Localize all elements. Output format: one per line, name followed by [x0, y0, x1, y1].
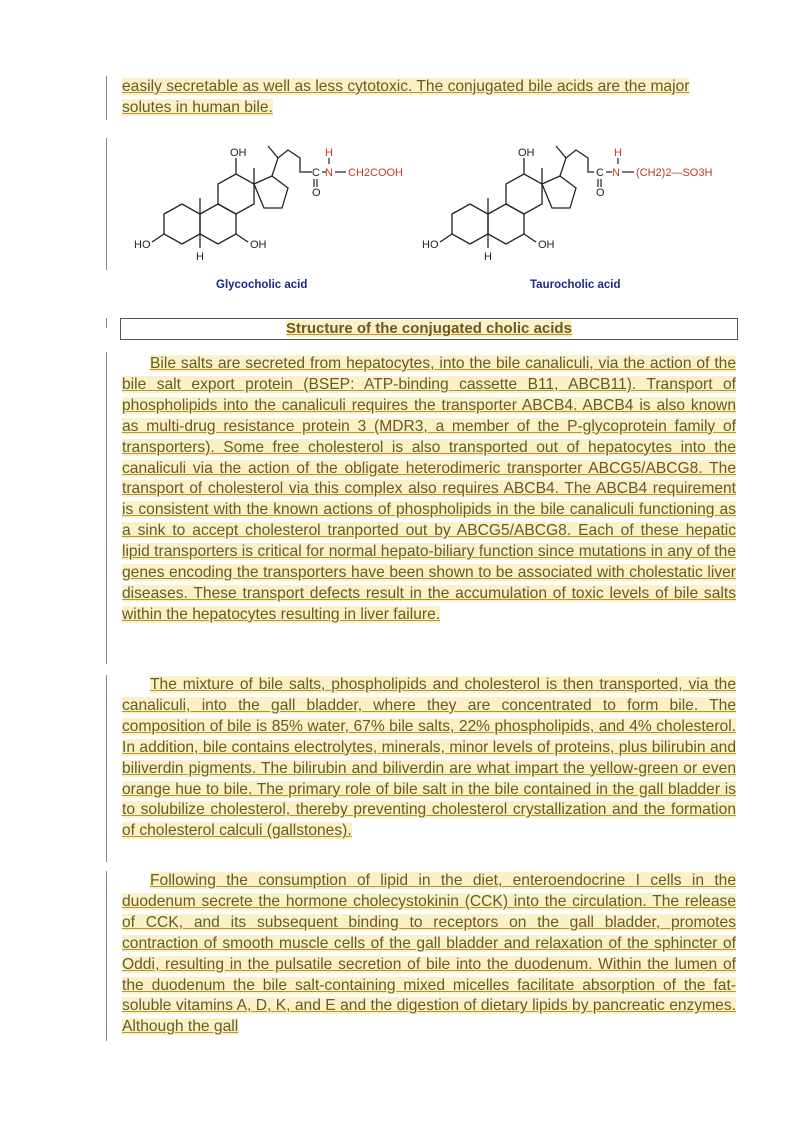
- paragraph-text: Following the consumption of lipid in the diet, enteroendocrine I cells in the duodenum secrete the hormone cholecystokinin (CCK) into the circulation. The release of CCK, and its subsequent binding to receptors on the gall bladder, promotes contraction of smooth muscle cells of the gall bladder and relaxation of the sphincter of Oddi, resulting in the pulsatile secretion of bile into the duodenum. Within the lumen of the duodenum the bile salt-containing mixed micelles facilitate absorption of the fat-soluble vitamins A, D, K, and E and the digestion of dietary lipids by pancreatic enzymes. Although the gall: [122, 872, 736, 1036]
- tauro-ho-left: HO: [422, 239, 439, 251]
- tauro-amide-n: N: [612, 167, 620, 179]
- glyco-h-bottom: H: [196, 251, 204, 263]
- glyco-side-chain: CH2COOH: [348, 167, 404, 179]
- ring-d: [542, 176, 576, 208]
- paragraph-bile-secretion: [122, 354, 736, 626]
- ring-b: [488, 204, 524, 244]
- intro-paragraph: [122, 77, 736, 119]
- intro-text: easily secretable as well as less cytotoxic. The conjugated bile acids are the major solutes in human bile.: [122, 78, 690, 116]
- glyco-amide-h: H: [325, 147, 333, 159]
- tauro-amide-c: C: [596, 167, 604, 179]
- change-bar: [106, 871, 107, 1041]
- paragraph-text: The mixture of bile salts, phospholipids and cholesterol is then transported, via the canaliculi, into the gall bladder, where they are concentrated to form bile. The composition of bile is 85% water, 67% bile salts, 22% phospholipids, and 4% cholesterol. In addition, bile contains electrolytes, minerals, minor levels of proteins, plus bilirubin and biliverdin pigments. The bilirubin and biliverdin are what impart the yellow-green or even orange hue to bile. The primary role of bile salt in the bile contained in the gall bladder is to solubilize cholesterol, thereby preventing cholesterol crystallization and the formation of cholesterol calculi (gallstones).: [122, 676, 736, 840]
- figure-caption: [120, 318, 738, 340]
- glyco-ho-left: HO: [134, 239, 151, 251]
- glyco-oh-right: OH: [250, 239, 267, 251]
- taurocholic-acid-structure: [440, 146, 594, 248]
- tauro-amide-o: O: [596, 187, 605, 199]
- paragraph-cck-release: [122, 871, 736, 1038]
- paragraph-bile-composition: [122, 675, 736, 842]
- figure-caption-text: Structure of the conjugated cholic acids: [286, 320, 572, 337]
- tauro-side-chain: (CH2)2—SO3H: [636, 167, 713, 179]
- paragraph-text: Bile salts are secreted from hepatocytes, into the bile canaliculi, via the action of the bile salt export protein (BSEP: ATP-binding cassette B11, ABCB11). Transport of phospholipids into the canaliculi requires the transporter ABCB4. ABCB4 is also known as multi-drug resistance protein 3 (MDR3, a member of the P-glycoprotein family of transporters). Some free cholesterol is also transported out of hepatocytes into the canaliculi via the action of the obligate heterodimeric transporter ABCG5/ABCG8. The transport of cholesterol via this complex also requires ABCB4. The ABCB4 requirement is consistent with the known actions of phospholipids in the bile canaliculi functioning as a sink to accept cholesterol tranported out by ABCG5/ABCG8. Each of these hepatic lipid transporters is critical for normal hepato-biliary function since mutations in any of the genes encoding the transporters have been shown to be associated with cholestatic liver diseases. These transport defects result in the accumulation of toxic levels of bile salts within the hepatocytes resulting in liver failure.: [122, 355, 736, 623]
- glycocholic-acid-structure: [152, 146, 312, 248]
- glycocholic-acid-label: Glycocholic acid: [216, 279, 308, 291]
- tauro-oh-top: OH: [518, 147, 535, 159]
- change-bar: [106, 675, 107, 862]
- taurocholic-acid-label: Taurocholic acid: [530, 279, 621, 291]
- tauro-amide-h: H: [614, 147, 622, 159]
- glyco-amide-o: O: [312, 187, 321, 199]
- tauro-h-bottom: H: [484, 251, 492, 263]
- ring-b: [200, 204, 236, 244]
- glyco-amide-c: C: [312, 167, 320, 179]
- glyco-amide-n: N: [325, 167, 333, 179]
- change-bar: [106, 76, 107, 120]
- ring-c: [218, 174, 254, 214]
- glyco-oh-top: OH: [230, 147, 247, 159]
- tauro-oh-right: OH: [538, 239, 555, 251]
- ring-a: [452, 204, 488, 244]
- ring-c: [506, 174, 542, 214]
- ring-d: [254, 176, 288, 208]
- ring-a: [164, 204, 200, 244]
